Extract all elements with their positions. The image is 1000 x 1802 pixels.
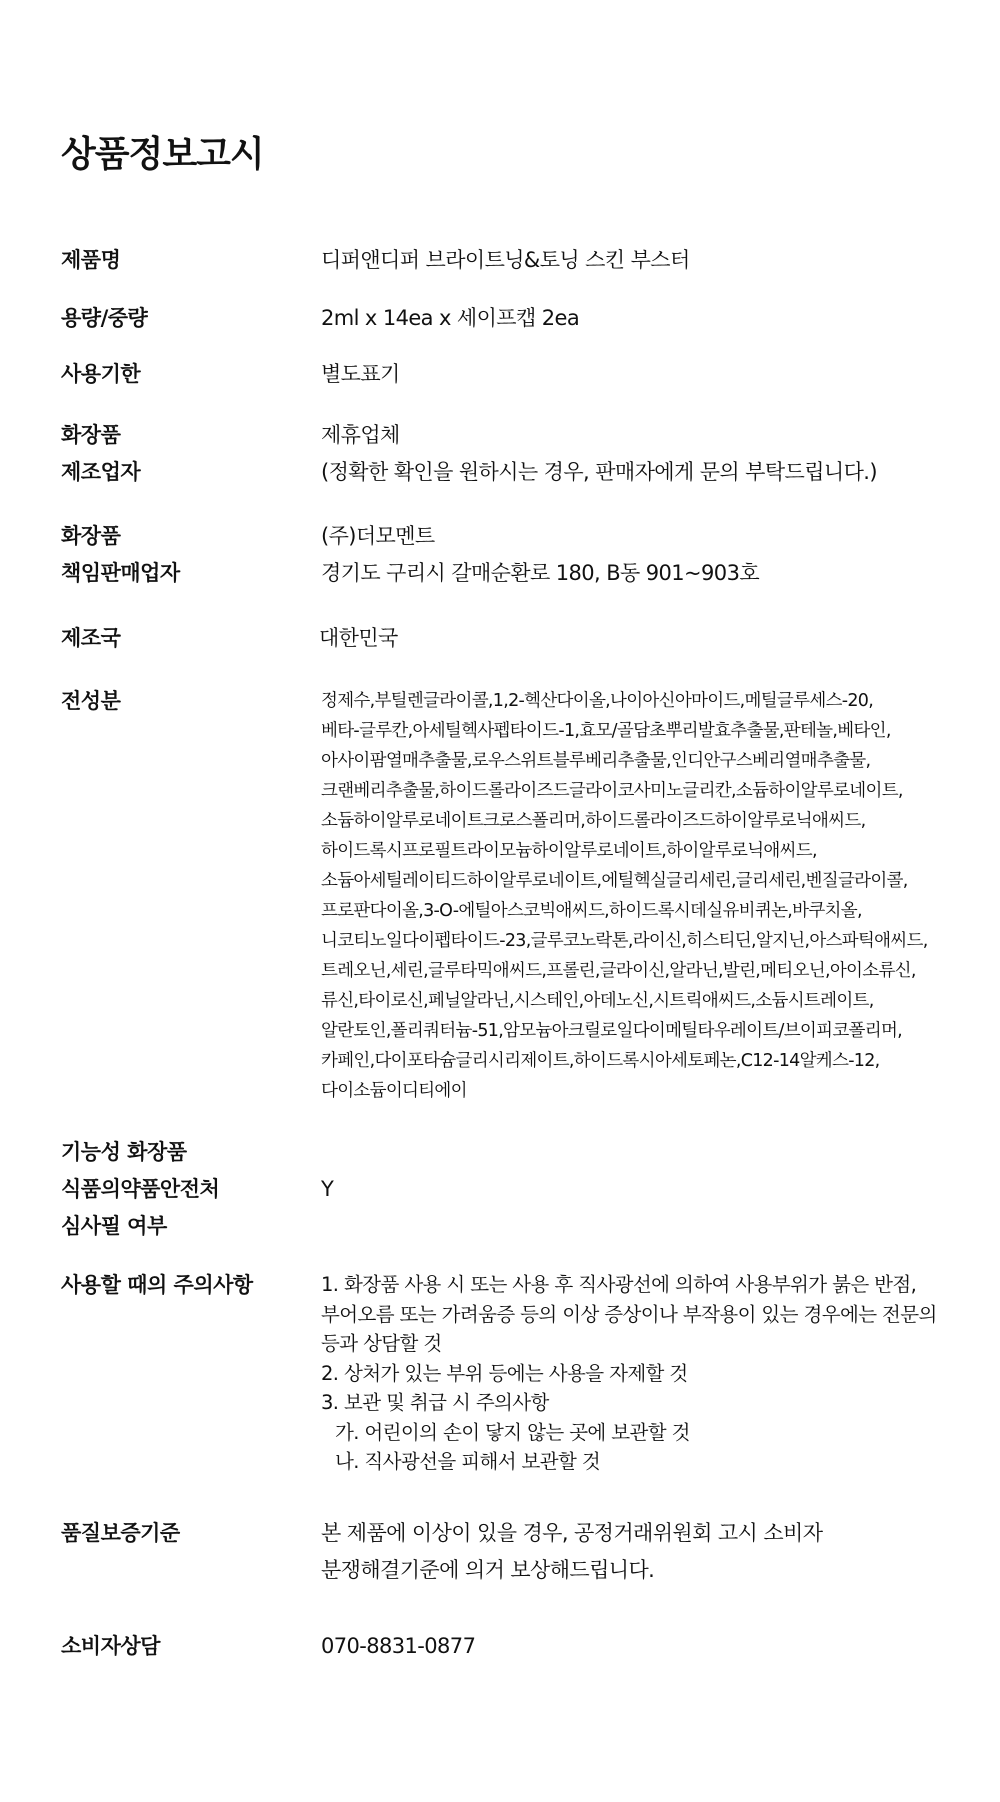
consult-label: 소비자상담 [61,1634,160,1658]
seller-value [321,518,961,592]
ingredients-line: 정제수,부틸렌글라이콜,1,2-헥산다이올,나이아신아마이드,메틸글루세스-20, [321,691,874,711]
ingredients-line: 다이소듐이디티에이 [321,1081,467,1101]
ingredients-line: 하이드록시프로필트라이모늄하이알루로네이트,하이알루로닉애씨드, [321,841,817,861]
product-name-value: 디퍼앤디퍼 브라이트닝&토닝 스킨 부스터 [321,248,690,272]
expiry-value: 별도표기 [321,362,400,386]
quality-value-line: 분쟁해결기준에 의거 보상해드립니다. [321,1558,655,1582]
origin-label: 제조국 [61,626,121,650]
manufacturer-label-line: 제조업자 [61,460,141,484]
quality-label: 품질보증기준 [61,1521,180,1545]
precautions-line: 부어오름 또는 가려움증 등의 이상 증상이나 부작용이 있는 경우에는 전문의 [321,1302,937,1326]
manufacturer-value-line: 제휴업체 [321,423,400,447]
ingredients-line: 소듐아세틸레이티드하이알루로네이트,에틸헥실글리세린,글리세린,벤질글라이콜, [321,871,908,891]
origin-value: 대한민국 [319,626,398,650]
manufacturer-value-line: (정확한 확인을 원하시는 경우, 판매자에게 문의 부탁드립니다.) [321,460,877,484]
capacity-label: 용량/중량 [61,306,148,330]
seller-label [61,518,311,592]
functional-label [61,1134,311,1245]
ingredients-line: 트레오닌,세린,글루타믹애씨드,프롤린,글라이신,알라닌,발린,메티오닌,아이소류신, [321,961,916,981]
ingredients-line: 알란토인,폴리쿼터늄-51,암모늄아크릴로일다이메틸타우레이트/브이피코폴리머, [321,1021,903,1041]
seller-value-line: 경기도 구리시 갈매순환로 180, B동 901~903호 [321,561,760,585]
ingredients-line: 크랜베리추출물,하이드롤라이즈드글라이코사미노글리칸,소듐하이알루로네이트, [321,781,903,801]
manufacturer-label-line: 화장품 [61,423,121,447]
ingredients-line: 류신,타이로신,페닐알라닌,시스테인,아데노신,시트릭애씨드,소듐시트레이트, [321,991,874,1011]
ingredients-line: 소듐하이알루로네이트크로스폴리머,하이드롤라이즈드하이알루로닉애씨드, [321,811,866,831]
ingredients-value [321,686,961,1106]
precautions-line: 1. 화장품 사용 시 또는 사용 후 직사광선에 의하여 사용부위가 붉은 반점, [321,1273,917,1296]
seller-label-line: 화장품 [61,524,121,548]
ingredients-line: 니코티노일다이펩타이드-23,글루코노락톤,라이신,히스티딘,알지닌,아스파틱애씨드, [321,931,928,951]
expiry-label: 사용기한 [61,362,141,386]
page-title: 상품정보고시 [61,134,264,175]
precautions-line: 가. 어린이의 손이 닿지 않는 곳에 보관할 것 [335,1420,690,1444]
precautions-line: 등과 상담할 것 [321,1332,442,1355]
product-name-label: 제품명 [61,248,121,272]
ingredients-label: 전성분 [61,689,121,713]
manufacturer-label [61,417,311,491]
functional-label-line: 식품의약품안전처 [61,1177,220,1201]
capacity-value: 2ml x 14ea x 세이프캡 2ea [321,306,580,330]
quality-value-line: 본 제품에 이상이 있을 경우, 공정거래위원회 고시 소비자 [321,1521,823,1545]
consult-value: 070-8831-0877 [321,1634,476,1658]
manufacturer-value [321,417,961,491]
seller-label-line: 책임판매업자 [61,561,180,585]
ingredients-line: 카페인,다이포타슘글리시리제이트,하이드록시아세토페논,C12-14알케스-12, [321,1051,880,1071]
precautions-line: 2. 상처가 있는 부위 등에는 사용을 자제할 것 [321,1361,688,1385]
precautions-value [321,1270,961,1477]
ingredients-line: 아사이팜열매추출물,로우스위트블루베리추출물,인디안구스베리열매추출물, [321,751,871,771]
precautions-label: 사용할 때의 주의사항 [61,1273,253,1297]
ingredients-line: 베타-글루칸,아세틸헥사펩타이드-1,효모/골담초뿌리발효추출물,판테놀,베타인, [321,721,891,741]
functional-label-line: 심사필 여부 [61,1214,167,1238]
seller-value-line: (주)더모멘트 [321,524,435,548]
precautions-line: 나. 직사광선을 피해서 보관할 것 [335,1450,601,1473]
quality-value [321,1515,961,1589]
functional-label-line: 기능성 화장품 [61,1140,187,1164]
ingredients-line: 프로판다이올,3-O-에틸아스코빅애씨드,하이드록시데실유비퀴논,바쿠치올, [321,901,862,921]
precautions-line: 3. 보관 및 취급 시 주의사항 [321,1391,549,1414]
functional-value: Y [321,1177,334,1201]
